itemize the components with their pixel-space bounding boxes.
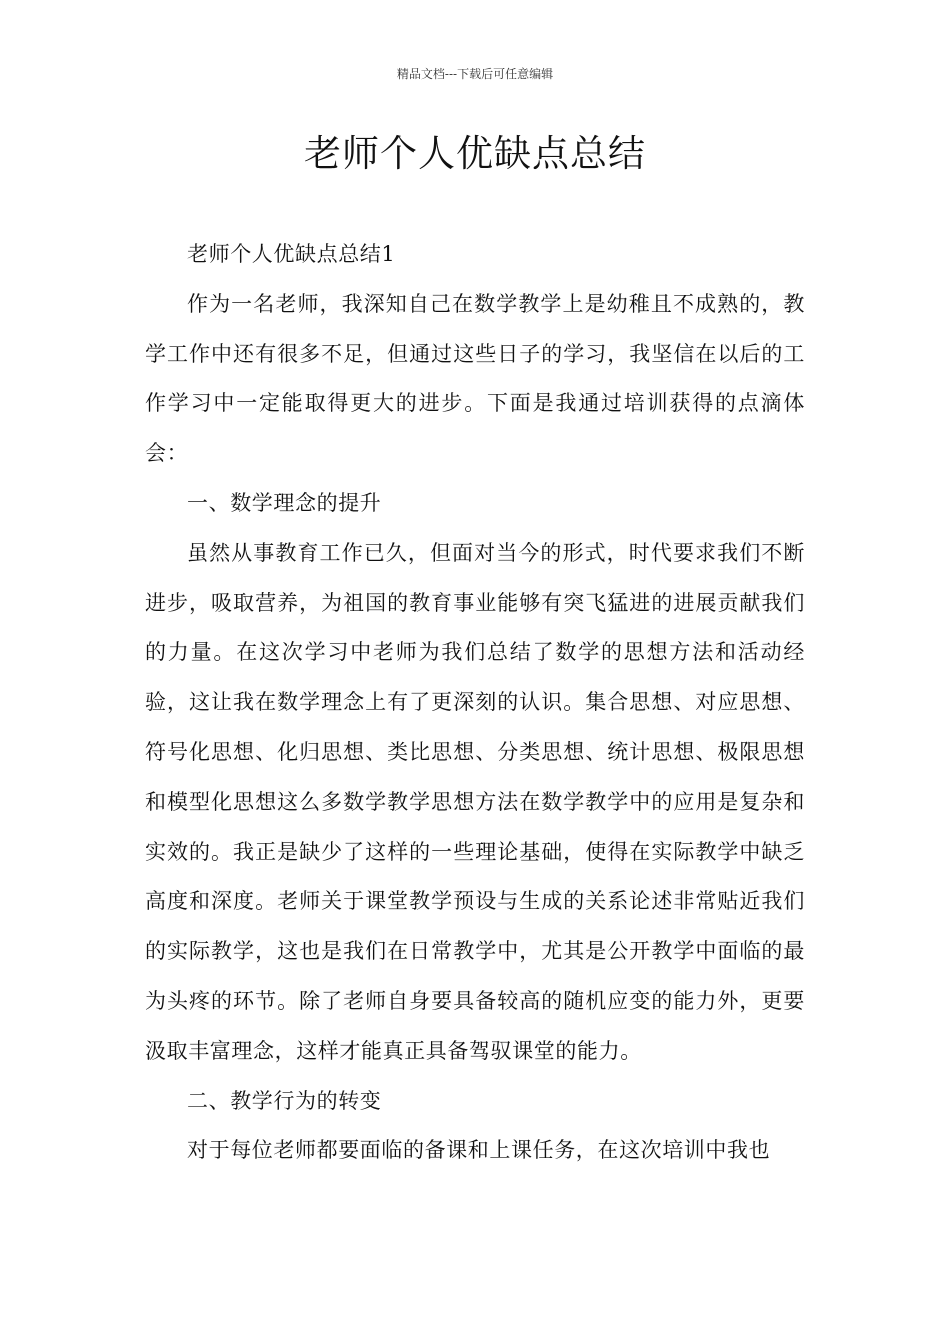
document-body — [145, 230, 805, 1176]
intro-paragraph: 作为一名老师，我深知自己在数学教学上是幼稚且不成熟的，教学工作中还有很多不足，但通过这些日子的学习，我坚信在以后的工作学习中一定能取得更大的进步。下面是我通过培训获得的点滴体会： — [145, 291, 805, 466]
teaching-behavior-paragraph: 对于每位老师都要面临的备课和上课任务，在这次培训中我也 — [187, 1138, 771, 1163]
subheading-teaching-behavior: 二、教学行为的转变 — [187, 1088, 382, 1113]
subheading-math-concept: 一、数学理念的提升 — [187, 490, 382, 515]
section-heading-1: 老师个人优缺点总结1 — [187, 242, 396, 266]
document-title: 老师个人优缺点总结 — [304, 132, 646, 175]
header-note: 精品文档---下载后可任意编辑 — [396, 67, 554, 81]
math-concept-paragraph: 虽然从事教育工作已久，但面对当今的形式，时代要求我们不断进步，吸取营养，为祖国的教育事业能够有突飞猛进的进展贡献我们的力量。在这次学习中老师为我们总结了数学的思想方法和活动经验，这让我在数学理念上有了更深刻的认识。集合思想、对应思想、符号化思想、化归思想、类比思想、分类思想、统计思想、极限思想和模型化思想这么多数学教学思想方法在数学教学中的应用是复杂和实效的。我正是缺少了这样的一些理论基础，使得在实际教学中缺乏高度和深度。老师关于课堂教学预设与生成的关系论述非常贴近我们的实际教学，这也是我们在日常教学中，尤其是公开教学中面临的最为头疼的环节。除了老师自身要具备较高的随机应变的能力外，更要汲取丰富理念，这样才能真正具备驾驭课堂的能力。 — [145, 540, 805, 1063]
